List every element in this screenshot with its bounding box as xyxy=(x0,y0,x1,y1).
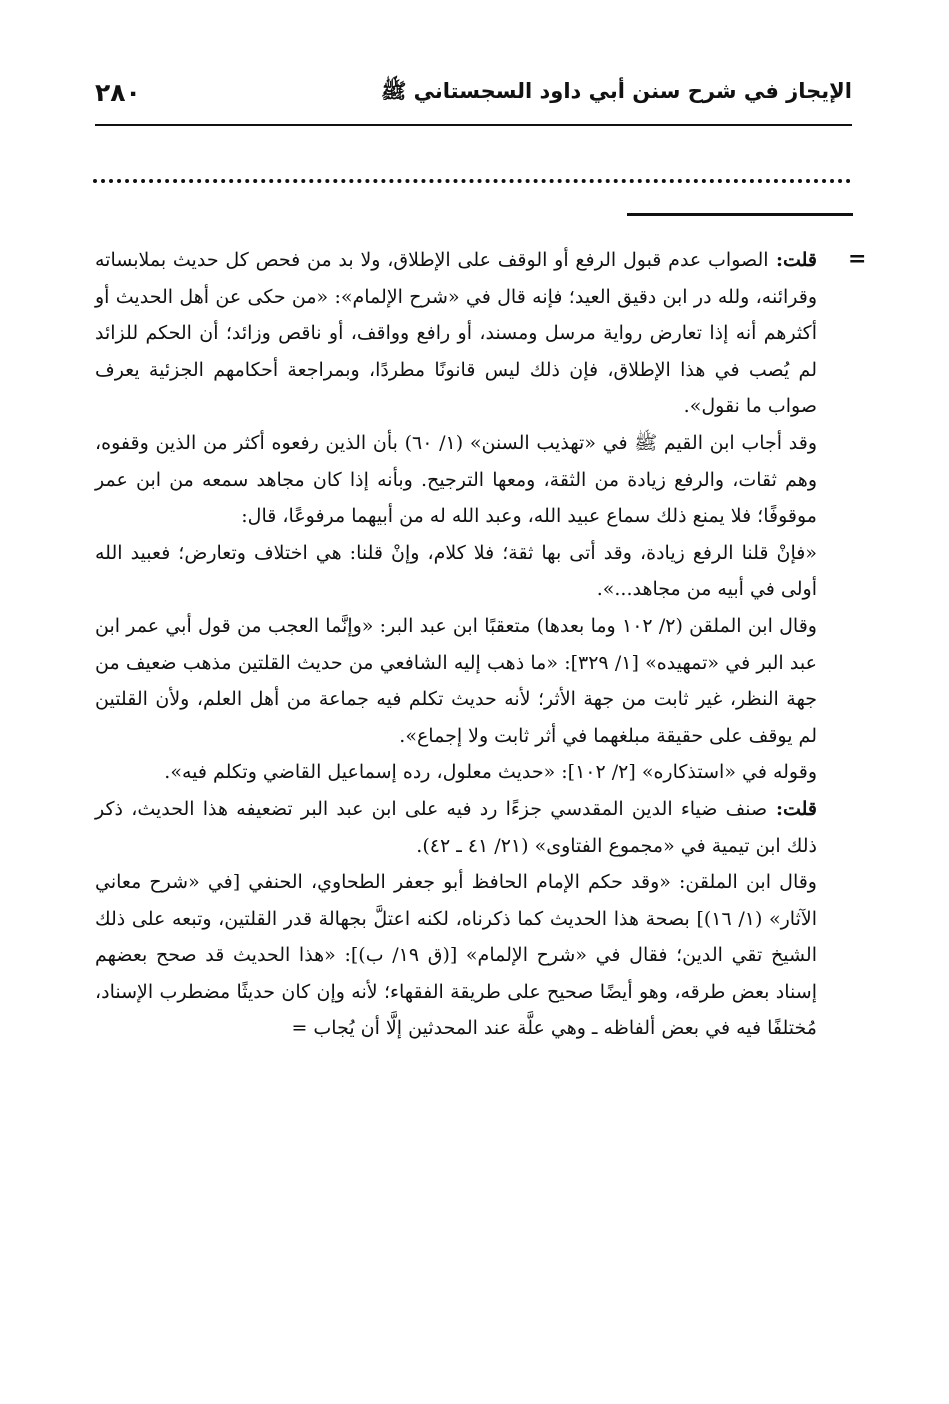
paragraph-text: وقال ابن الملقن: «وقد حكم الإمام الحافظ أبو جعفر الطحاوي، الحنفي [في «شرح معاني الآثار» (١/ ١٦)] بصحة هذا الحديث كما ذكرناه، لكنه اعتلَّ بجهالة قدر القلتين، وتبعه على ذلك الشيخ تقي الدين؛ فقال في «شرح الإلمام» [(ق ١٩/ ب)]: «هذا الحديث قد صحح بعضهم إسناد بعض طرقه، وهو أيضًا صحيح على طريقة الفقهاء؛ لأنه وإن كان حديثًا مضطرب الإسناد، مُختلفًا فيه في بعض ألفاظه ـ وهي علَّة عند المحدثين إلَّا أن يُجاب = xyxy=(95,871,818,1040)
running-title: الإيجاز في شرح سنن أبي داود السجستاني ﷺ xyxy=(380,79,852,103)
paragraph xyxy=(95,608,817,754)
paragraph xyxy=(95,754,817,791)
footnote-body xyxy=(95,242,817,1047)
page-header xyxy=(95,72,852,126)
paragraph-text: الصواب عدم قبول الرفع أو الوقف على الإطلاق، ولا بد من فحص كل حديث بملابساته وقرائنه، ولله در ابن دقيق العيد؛ فإنه قال في «شرح الإلمام»: «من حكى عن أهل الحديث أو أكثرهم أنه إذا تعارض رواية مرسل ومسند، أو رافع وواقف، أو ناقص وزائد؛ أن الحكم للزائد لم يُصب في هذا الإطلاق، فإن ذلك ليس قانونًا مطردًا، وبمراجعة أحكامهم الجزئية يعرف صواب ما نقول». xyxy=(95,249,817,418)
paragraph-lead: قلت: xyxy=(768,249,817,271)
paragraph-text: وقال ابن الملقن (٢/ ١٠٢ وما بعدها) متعقبًا ابن عبد البر: «وإنَّما العجب من قول أبي عمر ابن عبد البر في «تمهيده» [١/ ٣٢٩]: «ما ذهب إليه الشافعي من حديث القلتين مذهب ضعيف من جهة النظر، غير ثابت من جهة الأثر؛ لأنه حديث تكلم فيه جماعة من أهل العلم، ولأن القلتين لم يوقف على حقيقة مبلغهما في أثر ثابت ولا إجماع». xyxy=(95,614,817,747)
paragraph xyxy=(95,791,817,864)
dotted-separator xyxy=(93,173,851,183)
paragraph-lead: قلت: xyxy=(767,797,817,820)
paragraph xyxy=(95,864,817,1047)
footnote-rule xyxy=(627,213,853,216)
paragraph-text: «فإنْ قلنا الرفع زيادة، وقد أتى بها ثقة؛ فلا كلام، وإنْ قلنا: هي اختلاف وتعارض؛ فعبيد الله أولى في أبيه من مجاهد...». xyxy=(95,541,817,601)
paragraph xyxy=(95,425,817,535)
paragraph-text: وقد أجاب ابن القيم ﷺ في «تهذيب السنن» (١/ ٦٠) بأن الذين رفعوه أكثر من الذين وقفوه، وهم ثقات، والرفع زيادة من الثقة، ومعها الترجيح. وبأنه إذا كان مجاهد سمعه من ابن عمر موقوفًا؛ فلا يمنع ذلك سماع عبيد الله، وعبد الله له من أبيهما مرفوعًا، قال: xyxy=(95,431,817,528)
page-number: ٢٨٠ xyxy=(95,78,141,107)
paragraph-text: وقوله في «استذكاره» [٢/ ١٠٢]: «حديث معلول، رده إسماعيل القاضي وتكلم فيه». xyxy=(164,761,817,784)
paragraph xyxy=(95,535,817,608)
paragraph xyxy=(95,242,817,425)
paragraph-text: صنف ضياء الدين المقدسي جزءًا رد فيه على ابن عبد البر تضعيفه هذا الحديث، ذكر ذلك ابن تيمية في «مجموع الفتاوى» (٢١/ ٤١ ـ ٤٢). xyxy=(95,797,817,857)
continuation-mark: = xyxy=(848,246,867,272)
